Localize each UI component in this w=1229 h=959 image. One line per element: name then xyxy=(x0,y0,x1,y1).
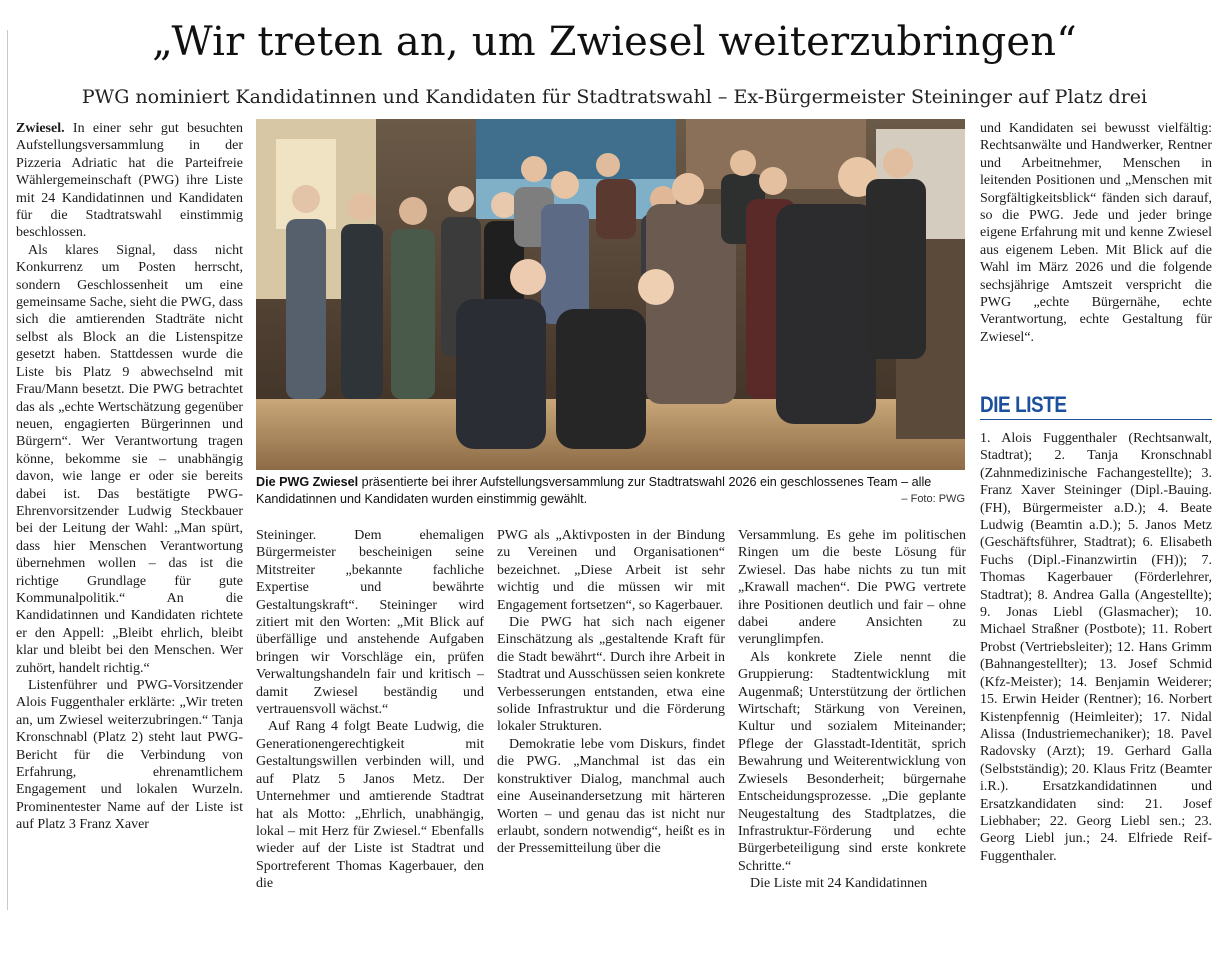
paragraph: Als konkrete Ziele nennt die Gruppierung: Stadtentwicklung mit Augenmaß; Unterstützung der örtlichen Wirtschaft; Stärkung von Vereinen, Kultur und sozialem Miteinander; Pflege der Glasstadt-Identität, sprich Bewahrung und Weiterentwicklung von Zwiesels Besonderheit; bürgernahe Entscheidungsprozesse. „Die geplante Neugestaltung des Stadtplatzes, die Infrastruktur-Förderung und echte Bürgerbeteiligung sind erste konkrete Schritte.“ xyxy=(738,649,966,874)
paragraph: PWG als „Aktivposten in der Bindung zu Vereinen und Organisationen“ bezeichnet. „Diese Arbeit ist sehr wichtig und die müssen wir mit Engagement fortsetzen“, so Kagerbauer. xyxy=(497,528,725,613)
caption-lead: Die PWG Zwiesel xyxy=(256,475,359,489)
paragraph: und Kandidaten sei bewusst vielfältig: Rechtsanwälte und Handwerker, Rentner und Arbeitnehmer, Menschen in leitenden Positionen und „Menschen mit Sorgfältigkeitsblick“ fänden sich darauf, so die PWG. Jede und jeder bringe eigene Erfahrung mit und kenne Zwiesel aus eigenem Leben. Mit Blick auf die Wahl im März 2026 und die folgende sechsjährige Amtszeit verspricht die PWG „echte Bürgernähe, echte Verantwortung, echte Gestaltung für Zwiesel“. xyxy=(980,121,1212,345)
article-column-5 xyxy=(980,120,1212,382)
paragraph: Die Liste mit 24 Kandidatinnen xyxy=(750,876,928,892)
article-column-2 xyxy=(256,527,484,912)
paragraph: Versammlung. Es gehe im politischen Ringen um die beste Lösung für Zwiesel. Das habe nichts zu tun mit „Krawall machen“. Die PWG vertrete ihre Positionen deutlich und fair – ohne dabei andere Ansichten zu verunglimpfen. xyxy=(738,528,966,648)
paragraph: Demokratie lebe vom Diskurs, findet die PWG. „Manchmal ist das ein konstruktiver Dialog, manchmal auch eine Auseinandersetzung mit härteren Worten – und genau das ist nicht nur erlaubt, sondern notwendig“, heißt es in der Pressemitteilung über die xyxy=(497,736,725,857)
paragraph: Listenführer und PWG-Vorsitzender Alois Fuggenthaler erklärte: „Wir treten an, um Zwiesel weiterzubringen.“ Tanja Kronschnabl (Platz 2) steht laut PWG-Bericht für die Verbindung von Erfahrung, ehrenamtlichem Engagement und lokalen Wurzeln. Prominentester Name auf der Liste ist auf Platz 3 Franz Xaver xyxy=(16,678,243,833)
subheadline: PWG nominiert Kandidatinnen und Kandidaten für Stadtratswahl – Ex-Bürgermeister Steininger auf Platz drei xyxy=(81,86,1148,108)
candidate-list-text: 1. Alois Fuggenthaler (Rechtsanwalt, Stadtrat); 2. Tanja Kronschnabl (Zahnmedizinische Fachangestellte); 3. Franz Xaver Steininger (Dipl.-Bauing. (FH), Bürgermeister a.D.); 4. Beate Ludwig (Beamtin a.D.); 5. Janos Metz (Geschäftsführer, Stadtrat); 6. Elisabeth Fuchs (Dipl.-Finanzwirtin (FH)); 7. Thomas Kagerbauer (Förderlehrer, Stadtrat); 8. Andrea Galla (Angestellte); 9. Jonas Liebl (Glasmacher); 10. Michael Straßner (Postbote); 11. Robert Probst (Vertriebsleiter); 12. Hans Grimm (Bahnangestellter); 13. Josef Schmid (Kfz-Meister); 14. Benjamin Weiderer; 15. Erwin Heider (Rentner); 16. Norbert Kistenpfennig (Heimleiter); 17. Nidal Alissa (Industriemechaniker); 18. Pavel Radovsky (Arzt); 19. Gerhard Galla (Selbstständig); 20. Klaus Fritz (Beamter i.R.). Ersatzkandidatinnen und Ersatzkandidaten sind: 21. Josef Liebhaber; 22. Georg Liebl sen.; 23. Georg Liebl jun.; 24. Elfriede Reif-Fuggenthaler. xyxy=(980,431,1212,864)
list-box-heading xyxy=(980,392,1212,422)
caption-text: präsentierte bei ihrer Aufstellungsversammlung zur Stadtratswahl 2026 ein geschlossenes Team – alle Kandidatinnen und Kandidaten wurden einstimmig gewählt. xyxy=(256,475,932,506)
lead-text: In einer sehr gut besuchten Aufstellungsversammlung in der Pizzeria Adriatic hat die Parteifreie Wählergemeinschaft (PWG) ihre Liste mit 24 Kandidatinnen und Kandidaten für die Stadtratswahl einstimmig beschlossen. xyxy=(16,121,243,241)
candidate-list xyxy=(980,430,1212,912)
column-rule xyxy=(7,30,8,910)
paragraph: Als klares Signal, dass nicht Konkurrenz um Posten herrscht, sondern Geschlossenheit um eine gemeinsame Sache, sieht die PWG, dass sich die amtierenden Stadträte nicht selbst als Block an die Listenspitze gesetzt haben. Stattdessen wurde die Liste bis Platz 9 abwechselnd mit Frau/Mann besetzt. Die PWG betrachtet das als „echte Wertschätzung gegenüber neuen, engagierten Bürgerinnen und Bürgern“. Wer Verantwortung tragen könne, bekomme sie – unabhängig davon, wie lange er oder sie bereits dabei ist. Das bestätigte PWG-Ehrenvorsitzender Ludwig Steckbauer bei der Leitung der Wahl: „Man spürt, dass hier Menschen Verantwortung übernehmen wollen – das ist die richtige Grundlage für gute Kommunalpolitik.“ An die Kandidatinnen und Kandidaten richtete er den Appell: „Bleibt ehrlich, bleibt klar und bleibt bei den Menschen. Wer zuhört, handelt richtig.“ xyxy=(16,242,243,676)
dateline: Zwiesel. xyxy=(16,121,65,136)
photo-credit: – Foto: PWG xyxy=(895,491,965,508)
article-column-4 xyxy=(738,527,966,912)
heading-rule xyxy=(980,419,1212,420)
list-heading-text: DIE LISTE xyxy=(980,392,1067,417)
photo-caption xyxy=(256,474,965,508)
paragraph: Die PWG hat sich nach eigener Einschätzung als „gestaltende Kraft für die Stadt bewährt“. Durch ihre Arbeit in Stadtrat und Ausschüssen seien konkrete Verbesserungen entstanden, etwa eine solide Infrastruktur und die Förderung lokaler Strukturen. xyxy=(497,615,725,735)
article-column-1 xyxy=(16,120,243,912)
paragraph: Auf Rang 4 folgt Beate Ludwig, die Generationengerechtigkeit mit Gestaltungswillen verbinden will, und auf Platz 5 Janos Metz. Der Unternehmer und amtierende Stadtrat hat als Motto: „Ehrlich, unabhängig, lokal – mit Herz für Zwiesel.“ Ebenfalls wieder auf der Liste ist Stadtrat und Sportreferent Thomas Kagerbauer, den die xyxy=(256,719,484,892)
paragraph: Steininger. Dem ehemaligen Bürgermeister bescheinigen seine Mitstreiter „bekannte fachliche Expertise und bewährte Gestaltungskraft“. Steininger wird zitiert mit den Worten: „Mit Blick auf überfällige und anstehende Aufgaben bringen wir Vorschläge ein, prüfen Verwaltungshandeln fair und kritisch – damit Zwiesel beständig und vertrauensvoll wächst.“ xyxy=(256,528,484,718)
article-column-3 xyxy=(497,527,725,912)
lead-paragraph xyxy=(16,120,243,242)
group-photo xyxy=(256,119,965,470)
headline: „Wir treten an, um Zwiesel weiterzubringen“ xyxy=(152,19,1077,65)
group-photo-illustration xyxy=(256,119,965,470)
